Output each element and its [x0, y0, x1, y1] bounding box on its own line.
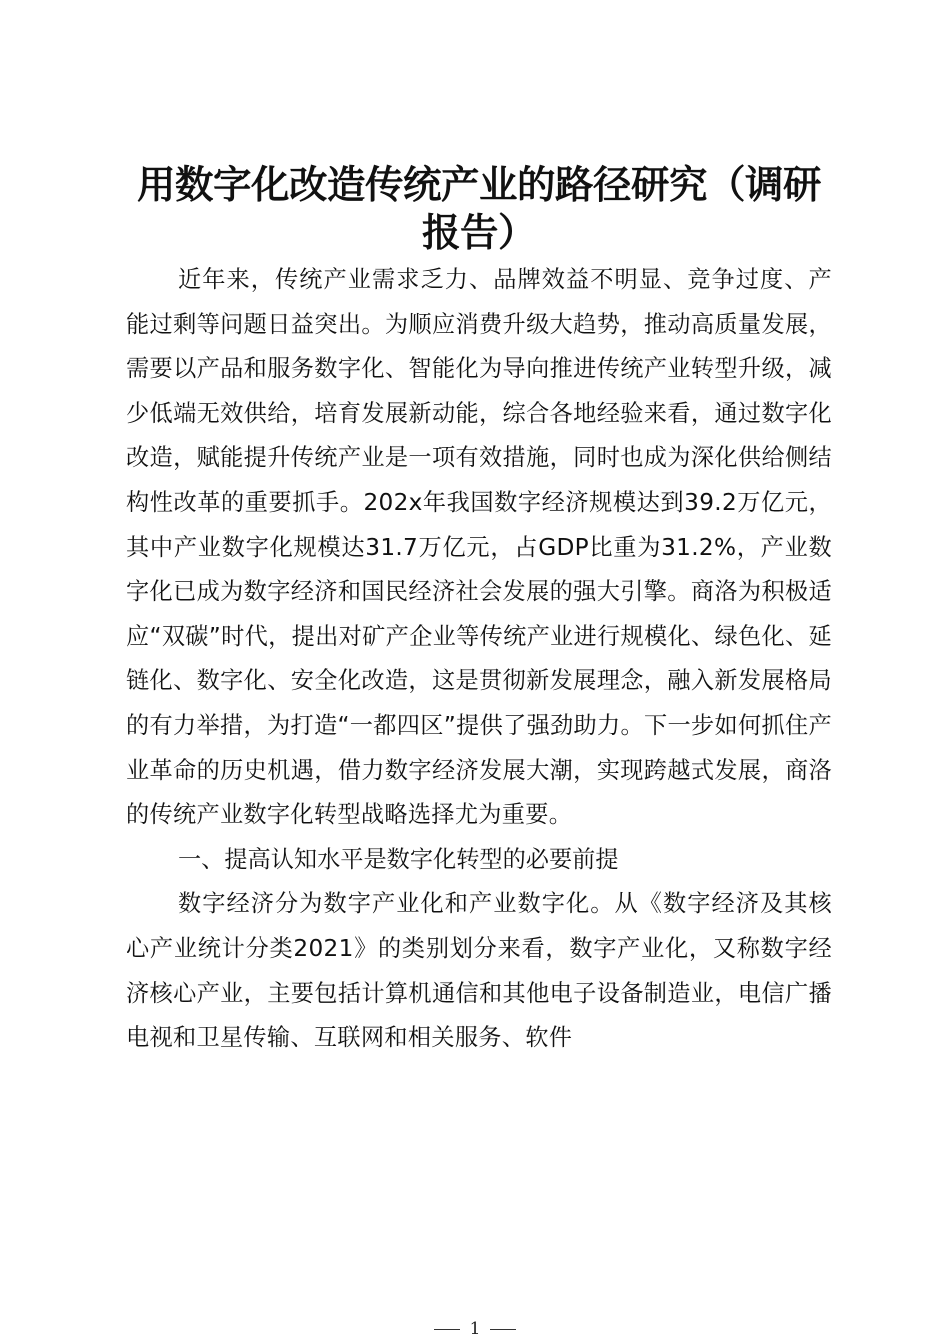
intro-paragraph: 近年来，传统产业需求乏力、品牌效益不明显、竞争过度、产能过剩等问题日益突出。为顺应消费升级大趋势，推动高质量发展，需要以产品和服务数字化、智能化为导向推进传统产业转型升级，减少低端无效供给，培育发展新动能，综合各地经验来看，通过数字化改造，赋能提升传统产业是一项有效措施，同时也成为深化供给侧结构性改革的重要抓手。202x年我国数字经济规模达到39.2万亿元，其中产业数字化规模达31.7万亿元，占GDP比重为31.2%，产业数字化已成为数字经济和国民经济社会发展的强大引擎。商洛为积极适应“双碳”时代，提出对矿产企业等传统产业进行规模化、绿色化、延链化、数字化、安全化改造，这是贯彻新发展理念，融入新发展格局的有力举措，为打造“一都四区”提供了强劲助力。下一步如何抓住产业革命的历史机遇，借力数字经济发展大潮，实现跨越式发展，商洛的传统产业数字化转型战略选择尤为重要。 — [126, 266, 832, 829]
document-page — [126, 162, 832, 1061]
footer-dash-right — [490, 1329, 516, 1330]
page-number: 1 — [469, 1319, 481, 1339]
page-footer — [0, 1318, 950, 1340]
document-title: 用数字化改造传统产业的路径研究（调研报告） — [136, 163, 821, 256]
section-heading: 一、提高认知水平是数字化转型的必要前提 — [178, 845, 619, 873]
section-paragraph: 数字经济分为数字产业化和产业数字化。从《数字经济及其核心产业统计分类2021》的类别划分来看，数字产业化，又称数字经济核心产业，主要包括计算机通信和其他电子设备制造业，电信广播电视和卫星传输、互联网和相关服务、软件 — [126, 890, 832, 1052]
footer-dash-left — [434, 1329, 460, 1330]
